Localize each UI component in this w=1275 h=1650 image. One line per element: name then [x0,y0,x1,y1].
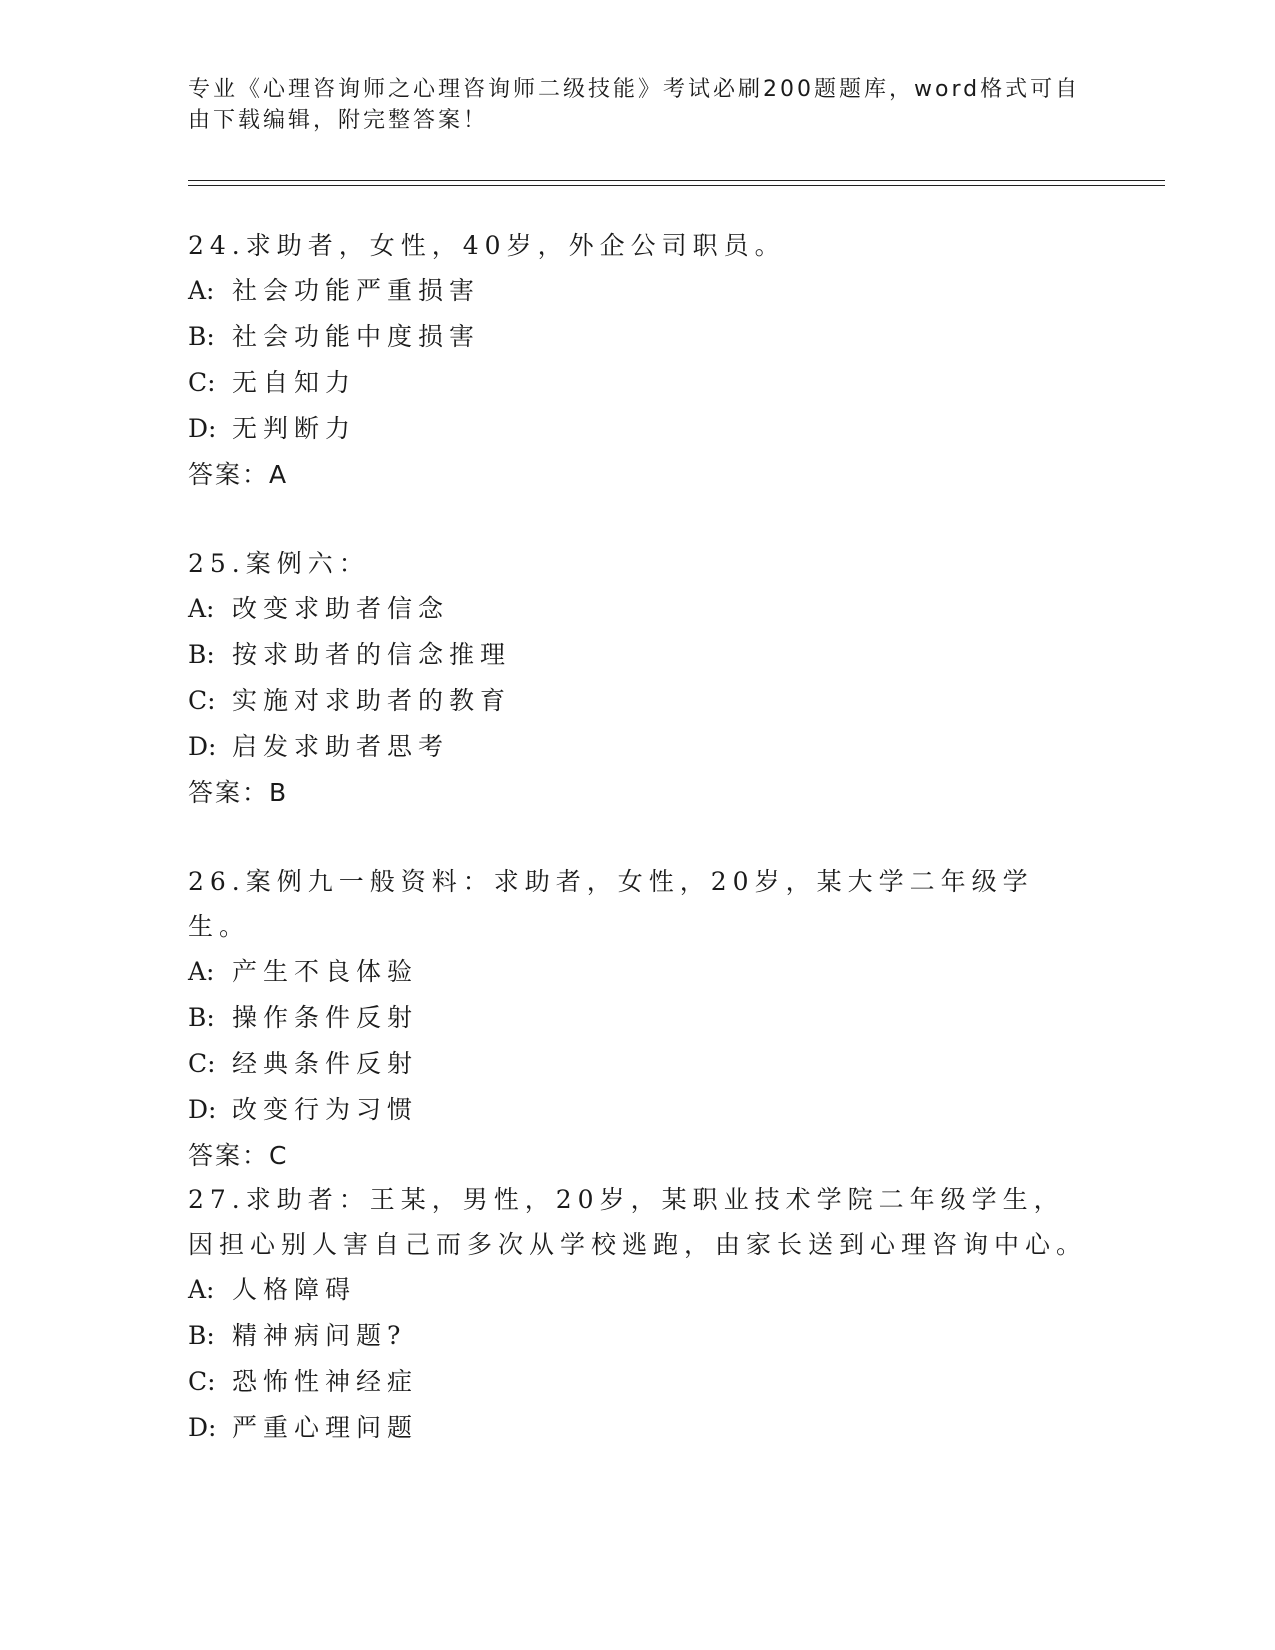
option-key: D: [188,1413,217,1442]
document-header [188,74,1088,136]
header-divider-top [188,180,1165,181]
option-text: 启发求助者思考 [232,732,450,761]
option-key: A: [188,957,215,986]
question-25 [188,541,1088,816]
option-text: 产生不良体验 [232,957,419,986]
option-key: A: [188,1275,215,1304]
question-stem [188,223,1088,268]
option-d [188,1087,1088,1133]
answer: 答案：B [188,778,289,807]
option-c [188,1041,1088,1087]
option-b [188,1313,1088,1359]
option-key: C: [188,1367,216,1396]
question-number: 24. [188,231,246,260]
option-d [188,1405,1088,1451]
header-divider-bottom [188,185,1165,186]
question-number: 27. [188,1185,246,1214]
option-key: D: [188,414,217,443]
question-text: 求助者：王某，男性，20岁，某职业技术学院二年级学生，因担心别人害自己而多次从学校逃跑，由家长送到心理咨询中心。 [188,1185,1088,1259]
option-c [188,1359,1088,1405]
question-27 [188,1177,1088,1451]
option-text: 改变求助者信念 [232,594,450,623]
option-text: 严重心理问题 [232,1413,419,1442]
option-a [188,1267,1088,1313]
option-key: B: [188,1321,215,1350]
question-26 [188,859,1088,1179]
option-key: B: [188,640,215,669]
question-text: 案例九一般资料：求助者，女性，20岁，某大学二年级学生。 [188,867,1034,941]
question-number: 25. [188,549,246,578]
option-text: 精神病问题? [232,1321,407,1350]
option-b [188,995,1088,1041]
option-key: A: [188,276,215,305]
question-24 [188,223,1088,498]
option-text: 经典条件反射 [232,1049,419,1078]
header-text: 专业《心理咨询师之心理咨询师二级技能》考试必刷200题题库，word格式可自由下载编辑，附完整答案！ [188,77,1081,133]
answer: 答案：C [188,1141,289,1170]
question-stem [188,541,1088,586]
option-a [188,268,1088,314]
option-text: 无自知力 [232,368,357,397]
option-key: C: [188,1049,216,1078]
option-key: A: [188,594,215,623]
option-key: D: [188,732,217,761]
answer: 答案：A [188,460,289,489]
option-a [188,949,1088,995]
option-text: 社会功能中度损害 [232,322,481,351]
option-c [188,678,1088,724]
option-a [188,586,1088,632]
question-number: 26. [188,867,246,896]
option-key: B: [188,1003,215,1032]
option-c [188,360,1088,406]
question-stem [188,859,1088,949]
option-text: 操作条件反射 [232,1003,419,1032]
question-stem [188,1177,1088,1267]
option-key: B: [188,322,215,351]
option-text: 恐怖性神经症 [232,1367,419,1396]
option-text: 改变行为习惯 [232,1095,419,1124]
question-text: 求助者，女性，40岁，外企公司职员。 [245,231,786,260]
option-d [188,406,1088,452]
option-text: 人格障碍 [232,1275,357,1304]
option-text: 实施对求助者的教育 [232,686,512,715]
option-text: 社会功能严重损害 [232,276,481,305]
option-b [188,632,1088,678]
option-text: 按求助者的信念推理 [232,640,512,669]
question-text: 案例六： [245,549,370,578]
option-key: C: [188,368,216,397]
option-text: 无判断力 [232,414,357,443]
option-key: C: [188,686,216,715]
option-b [188,314,1088,360]
option-d [188,724,1088,770]
option-key: D: [188,1095,217,1124]
